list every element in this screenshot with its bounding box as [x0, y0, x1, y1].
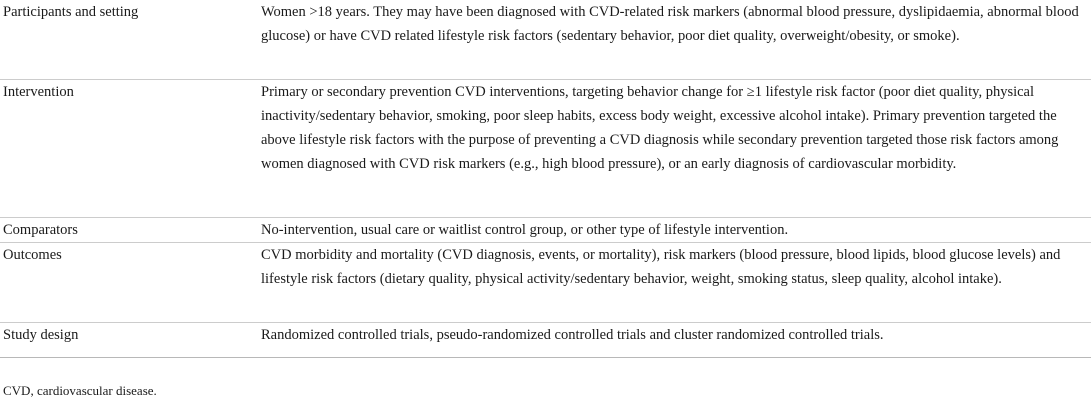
row-description: Women >18 years. They may have been diagnosed with CVD-related risk markers (abnormal blood pressure, dyslipidaemia, abnormal blood glucose) or have CVD related lifestyle risk factors (sedentary behavior, poor diet quality, overweight/obesity, or smoke). — [261, 0, 1091, 80]
row-description: Primary or secondary prevention CVD interventions, targeting behavior change for ≥1 lifestyle risk factor (poor diet quality, physical inactivity/sedentary behavior, smoking, poor sleep habits, excess body weight, excessive alcohol intake). Primary prevention targeted the above lifestyle risk factors with the purpose of preventing a CVD diagnosis while secondary prevention targeted those risk factors among women diagnosed with CVD risk markers (e.g., high blood pressure), or an early diagnosis of cardiovascular morbidity. — [261, 80, 1091, 218]
row-label: Study design — [0, 323, 261, 358]
table-footnote: CVD, cardiovascular disease. — [3, 383, 157, 398]
row-label: Participants and setting — [0, 0, 261, 80]
row-label: Outcomes — [0, 243, 261, 323]
row-label: Intervention — [0, 80, 261, 218]
row-description: No-intervention, usual care or waitlist control group, or other type of lifestyle intervention. — [261, 218, 1091, 243]
row-description: CVD morbidity and mortality (CVD diagnosis, events, or mortality), risk markers (blood pressure, blood lipids, blood glucose levels) and lifestyle risk factors (dietary quality, physical activity/sedentary behavior, weight, smoking status, sleep quality, alcohol intake). — [261, 243, 1091, 323]
table-row — [0, 80, 1091, 218]
table-row — [0, 243, 1091, 323]
table-row — [0, 323, 1091, 358]
table-row — [0, 218, 1091, 243]
row-description: Randomized controlled trials, pseudo-randomized controlled trials and cluster randomized controlled trials. — [261, 323, 1091, 358]
table-row — [0, 0, 1091, 80]
row-label: Comparators — [0, 218, 261, 243]
